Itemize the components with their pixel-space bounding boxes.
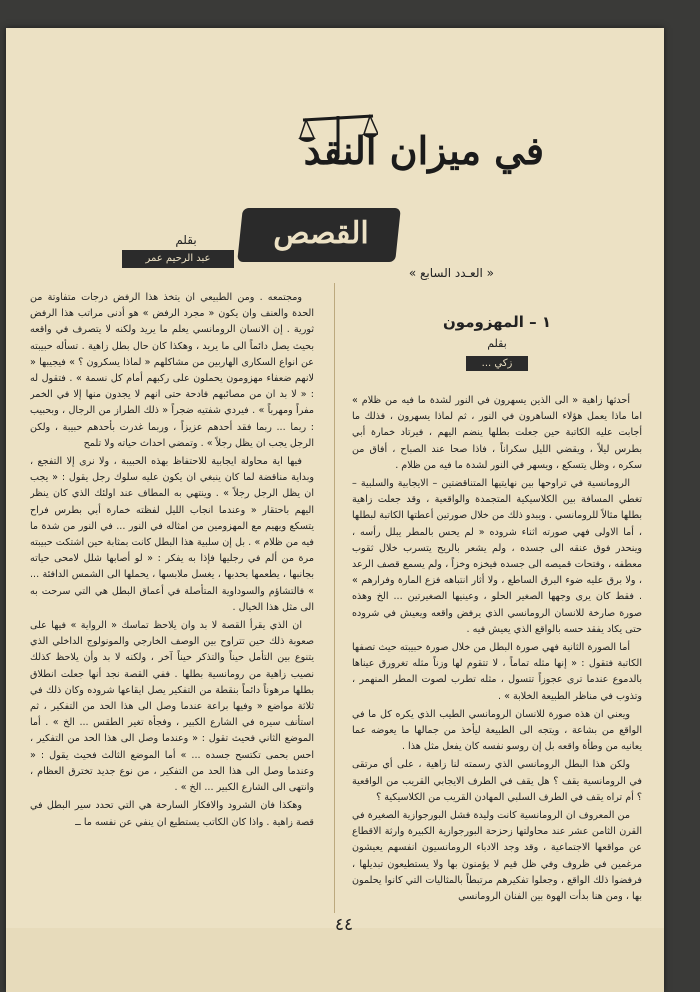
column-divider bbox=[334, 283, 335, 913]
story-heading bbox=[352, 313, 642, 371]
author-name-tag bbox=[122, 250, 234, 268]
story-title: ١ – المهزومون bbox=[443, 313, 551, 331]
page-title: في ميزان النقد bbox=[303, 128, 544, 173]
story-author-tag: زكي ... bbox=[466, 356, 529, 371]
story-byline-label: بقلم bbox=[487, 337, 507, 350]
paragraph: أحدثها زاهية « الى الذين يسهرون في النور لشدة ما فيه من ظلام » اما ماذا يعمل هؤلاء الساهرون في النور ، ثم لماذا يسهرون ، فذلك ما أجابت عليه الكاتبة حين جعلت بطلها ينضم اليهم ، فيرتاد خمارة أبي بطرس ليلاً ، ويقضي الليل سكراناً ، فاذا صحا عند الصباح ، أفاق من سكره ، وظل يتسكع ، ويسهر في النور لشدة ما فيه من ظلام . bbox=[352, 395, 642, 471]
paragraph: ولكن هذا البطل الرومانسي الذي رسمته لنا زاهية ، على أي مرتقى في الرومانسية يقف ؟ هل يقف في الطرف الايجابي القريب من الواقعية ؟ أم تراه يقف في الطرف السلبي المهادن القريب من الكلاسيكية ؟ bbox=[352, 759, 642, 803]
magazine-page bbox=[6, 28, 664, 992]
page-number: ٤٤ bbox=[334, 915, 354, 935]
left-column bbox=[30, 290, 314, 910]
paragraph: من المعروف ان الرومانسية كانت وليدة فشل البورجوازية الصغيرة في القرن الثامن عشر عند محاولتها زحزحة البورجوازية الكبيرة وارثة الاقطاع عن مواقعها الاجتماعية ، وقد وجد الادباء الرومانسيون انفسهم يعيشون مرغمين في ظروف وفي ظل قيم لا يؤمنون بها ولا يستطيعون تبديلها ، فرفضوا ذلك الواقع ، وجعلوا تفكيرهم مرتبطاً بالمثاليات التي كانوا يحلمون بها ، ومن هنا بدأت الهوة بين الفنان الرومانسي bbox=[352, 810, 642, 903]
paragraph: وهكذا فان الشرود والافكار السارحة هي التي تحدد سير البطل في قصة زاهية . واذا كان الكاتب يستطيع ان ينفي عن نفسه ما ــ bbox=[30, 800, 314, 828]
page-header bbox=[6, 28, 664, 188]
paragraph: ان الذي يقرأ القصة لا بد وان يلاحظ تماسك « الرواية » فيها على صعوبة ذلك حين تتراوح بين الوصف الخارجي والمونولوج الداخلي الذي يتنوع بين التأمل حيناً والتذكر حيناً آخر ، ولكنه لا بد وأن يلاحظ كذلك نصيب زاهية من رومانسية بطلها . ففي القصة نجد أنها جعلت انطلاق بطلها مرهوناً دائماً بنقطة من التفكير يصل ايقاعها شروده وكان ذلك في ثلاثة مواضع « وفيها براعة عندما وصل الى هذا الحد من التفكير ، ثم استأنف سيره في الشارع الكبير ، وفجأة تغير الطقس ... الخ » . أما الموضع الثاني فحيث تقول : « وعندما وصل الى هذا الحد من التفكير ، احس بحمى تكتسح جسده ... » أما الموضع الثالث فحيث يقول : « وعندما وصل الى هذا الحد من التفكير ، من نوع جديد تخترق العظام ، وانتهى الى الشارع الكبير ... الخ » . bbox=[30, 620, 314, 794]
section-title: القصص bbox=[273, 216, 369, 251]
paragraph: الرومانسية في تراوحها بين نهايتيها المتناقضتين – الايجابية والسلبية – تغطي المسافة بين الكلاسيكية المتجمدة والواقعية ، وقد جعلت زاهية بطلها مثالاً للرومانسي . ويبدو ذلك من خلال صورتين أعطتها الكاتبة لبطلها ، أما الاولى فهي صورته اثناء شروده « لم يحس بالمطر يبلل رأسه ، وينحدر فوق عنقه الى جسده ، ولم يشعر بالريح يتسرب خلال ثقوب معطفه ، وفتحات قميصه الى جسده فيخزه وخزاً ، ولم يسمع قصف الرعد ، ولا برق عليه ضوء البرق الساطع ، ولا أثار انتباهه فزع المارة وفرارهم » . فقط كان يرى وجهها الصغير الحلو ، وعينيها الصغيرتين ... الخ وهذه صورة صارخة للانسان الرومانسي الذي يرفض واقعه ويعيش في شروده حتى يكاد يفقد حسه بالواقع الذي يعيش فيه . bbox=[352, 478, 642, 635]
right-column bbox=[352, 393, 642, 913]
paragraph: ويعني ان هذه صورة للانسان الرومانسي الطيب الذي يكره كل ما في الواقع من بشاعة ، ويتجه الى الطبيعة ليأخذ من جمالها ما يعوضه عما يعانيه من وطأة واقعه بل إن روسو نفسه كان يفعل مثل هذا . bbox=[352, 708, 642, 753]
paragraph: أما الصورة الثانية فهي صورة البطل من خلال صورة حبيبته حيث تصفها الكاتبة فتقول : « إنها مثله تماماً ، لا تتقوم لها وزناً مثله تغرورق عيناها بالدموع عندما ترى عجوزاً تتسول ، مثله تطرب لصوت المطر المنهمر ، وتذوب في مناظر الطبيعة الخلابة » . bbox=[352, 642, 642, 702]
issue-label: « العـدد السابع » bbox=[408, 266, 494, 280]
paragraph: ومجتمعه . ومن الطبيعي ان يتخذ هذا الرفض درجات متفاوتة من الحدة والعنف وان يكون « مجرد الرفض » هو أدنى مراتب هذا الرفض ثورية . إن الانسان الرومانسي يعلم ما يريد ولكنه لا يتصرف في واقعه بحيث يصل دائماً الى ما يريد ، وهكذا كان حال بطل زاهية . تسأله حبيبته عن انواع السكارى الهاربين من مشاكلهم « لماذا يسكرون ؟ » فيجيبها « لانهم ضعفاء مهزومون يحملون على ركبهم أمام كل نسمة » . فتقول له : « لا بد ان من مصائبهم فادحة حتى انهم لا يجدون منها إلا في الخمر مفراً ومهرباً » . فيردي شفتيه ضجراً « ذلك الطراز من الرجال ، وبحبيب : ربما ... ربما فقد أحدهم عزيزاً ، وربما غدرت بأحدهم حبيبة ، ولكن الرجل يجب ان يظل رجلاً » . وتمضي احداث حياته ولا تلمح bbox=[30, 292, 314, 449]
author-name: عبد الرحيم عمر bbox=[145, 253, 211, 264]
paragraph: فيها اية محاولة ايجابية للاحتفاظ بهذه الحبيبة ، ولا نرى إلا التفجع ، وبداية مناقضة لما كان ينبغي ان يكون عليه سلوك رجل يقول : « يجب ان يظل الرجل رجلاً » . وينتهي به المطاف عند اولئك الذي كان ينظر اليهم باحتقار « وعندما انجاب الليل لفظته خمارة أبي بطرس فراح يتسكع ويهيم مع المهزومين من امثاله في النور ... في النور من شدة ما فيه من ظلام » . بل إن سلبية هذا البطل كانت بمثابة حين اشتكت حبيبته مرة من ألم في رجليها فإذا به يفكر : « لو أصابها شلل لامحى حياته بجانبها ، يطعمها بحدبها ، يغسل ملابسها ، يحملها الى الشمس الدافئة ... » فالتشاؤم والسوداوية المتأصلة في أعماق البطل هي التي سرحت به الى مثل هذا الخيال . bbox=[30, 456, 314, 613]
byline-label: بقلم bbox=[175, 233, 197, 247]
page-margin-bottom bbox=[6, 928, 664, 992]
